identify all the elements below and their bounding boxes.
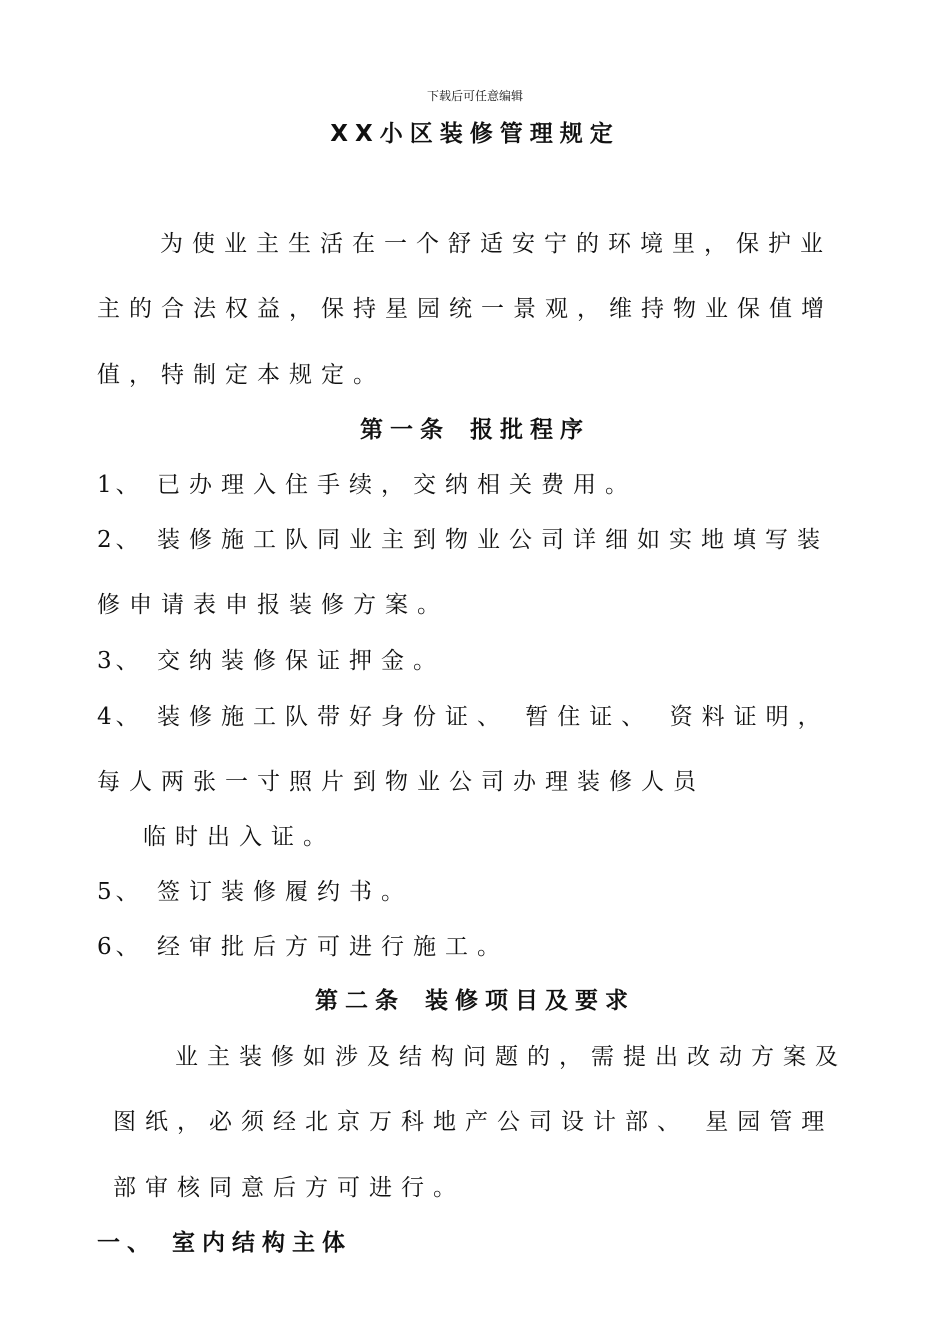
section-2-para-line-3: 部审核同意后方可进行。: [113, 1175, 465, 1201]
subsection-1-title: 室内结构主体: [172, 1230, 352, 1256]
list-item: [97, 525, 829, 555]
section-1-title: 报批程序: [470, 417, 590, 443]
list-item: [97, 470, 637, 500]
list-item-text: 装修施工队同业主到物业公司详细如实地填写装: [157, 527, 829, 553]
subsection-1-heading: [97, 1228, 352, 1258]
list-item-continuation: 修申请表申报装修方案。: [97, 592, 449, 618]
section-1-number: 第一条: [360, 417, 450, 443]
list-item-continuation: 临时出入证。: [143, 824, 335, 850]
list-item: [97, 702, 830, 732]
list-item-number: 4、: [97, 704, 143, 730]
section-2-para-line-1: 业主装修如涉及结构问题的，需提出改动方案及: [175, 1044, 847, 1070]
document-title: XX小区装修管理规定: [330, 121, 620, 147]
list-item: [97, 932, 509, 962]
list-item-number: 1、: [97, 472, 143, 498]
list-item-number: 2、: [97, 527, 143, 553]
section-2-title: 装修项目及要求: [425, 988, 635, 1014]
section-2-heading: [0, 986, 950, 1016]
section-1-heading: [0, 415, 950, 445]
list-item-number: 5、: [97, 879, 143, 905]
subsection-1-number: 一、: [97, 1230, 157, 1256]
list-item-continuation: 每人两张一寸照片到物业公司办理装修人员: [97, 769, 705, 795]
list-item-text: 已办理入住手续，交纳相关费用。: [157, 472, 637, 498]
list-item-text: 经审批后方可进行施工。: [157, 934, 509, 960]
list-item: [97, 877, 413, 907]
list-item: [97, 646, 445, 676]
intro-line-2: 主的合法权益，保持星园统一景观，维持物业保值增: [97, 296, 833, 322]
header-note: 下载后可任意编辑: [426, 89, 523, 103]
list-item-text: 交纳装修保证押金。: [157, 648, 445, 674]
list-item-number: 6、: [97, 934, 143, 960]
list-item-text: 装修施工队带好身份证、 暂住证、 资料证明，: [157, 704, 830, 730]
intro-line-3: 值，特制定本规定。: [97, 362, 385, 388]
list-item-text: 签订装修履约书。: [157, 879, 413, 905]
section-2-number: 第二条: [315, 988, 405, 1014]
intro-line-1: 为使业主生活在一个舒适安宁的环境里，保护业: [160, 231, 832, 257]
list-item-number: 3、: [97, 648, 143, 674]
section-2-para-line-2: 图纸，必须经北京万科地产公司设计部、 星园管理: [113, 1109, 834, 1135]
